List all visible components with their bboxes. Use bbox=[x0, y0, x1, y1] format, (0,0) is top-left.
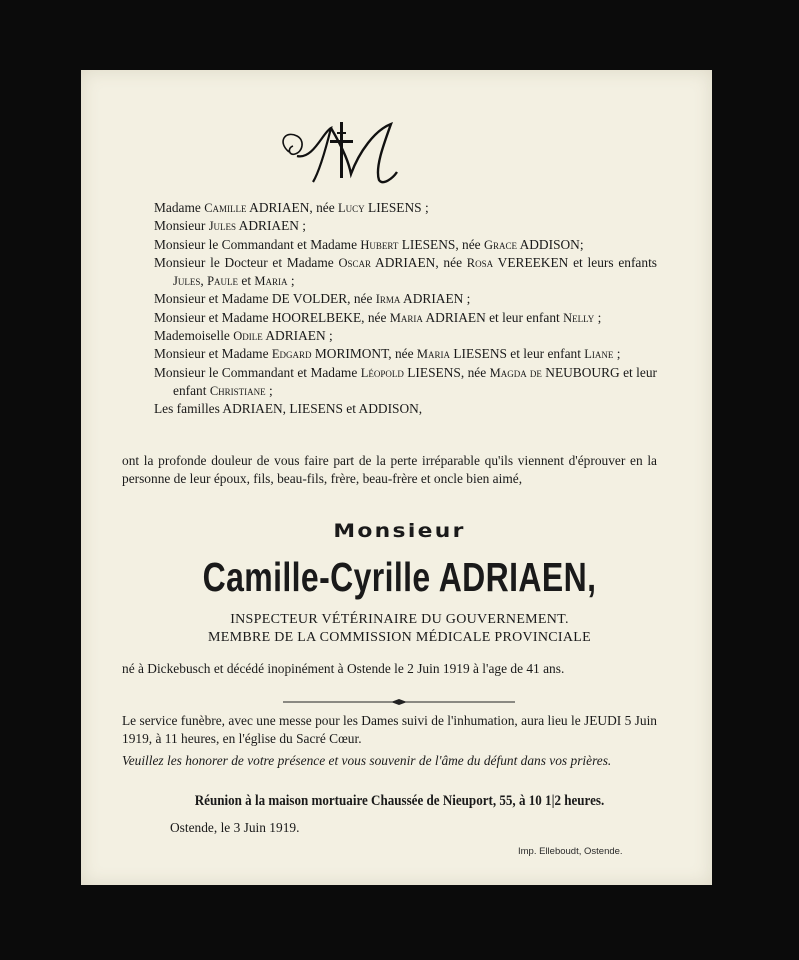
family-line: Monsieur et Madame HOORELBEKE, née Maria ADRIAEN et leur enfant Nelly ; bbox=[154, 309, 602, 325]
family-line: Mademoiselle Odile ADRIAEN ; bbox=[154, 328, 333, 344]
prayer-text: Veuillez les honorer de votre présence et vous souvenir de l'âme du défunt dans vos prières. bbox=[122, 753, 612, 768]
family-line: Monsieur et Madame Edgard MORIMONT, née Maria LIESENS et leur enfant Liane ; bbox=[154, 346, 621, 362]
family-line: Monsieur le Commandant et Madame Léopold LIESENS, née Magda de NEUBOURG et leur enfant Christiane ; bbox=[154, 364, 657, 398]
reunion-text: Réunion à la maison mortuaire Chaussée de Nieuport, 55, à 10 1|2 heures. bbox=[194, 793, 605, 809]
lead-paragraph bbox=[122, 452, 657, 489]
title-line-2: MEMBRE DE LA COMMISSION MÉDICALE PROVINCIALE bbox=[207, 630, 592, 645]
service-text: Le service funèbre, avec une messe pour les Dames suivi de l'inhumation, aura lieu le JEUDI 5 Juin 1919, à 11 heures, en l'église du Sacré Cœur. bbox=[122, 713, 657, 747]
deceased-name: Camille-Cyrille ADRIAEN, bbox=[202, 554, 597, 600]
cross-monogram-icon bbox=[275, 112, 415, 192]
title-line-1: INSPECTEUR VÉTÉRINAIRE DU GOUVERNEMENT. bbox=[230, 612, 569, 627]
family-line: Monsieur le Docteur et Madame Oscar ADRIAEN, née Rosa VEREEKEN et leurs enfants Jules, Paule et Maria ; bbox=[154, 254, 657, 289]
ornament-divider bbox=[283, 699, 515, 705]
family-line: Monsieur et Madame DE VOLDER, née Irma ADRIAEN ; bbox=[154, 291, 471, 307]
service-paragraph bbox=[122, 712, 657, 749]
deceased-titles bbox=[0, 611, 799, 647]
lead-text: ont la profonde douleur de vous faire part de la perte irréparable qu'ils viennent d'éprouver en la personne de leur époux, fils, beau-fils, frère, beau-frère et oncle bien aimé, bbox=[122, 453, 657, 487]
family-line: Monsieur le Commandant et Madame Hubert LIESENS, née Grace ADDISON; bbox=[154, 236, 584, 252]
printer-credit: Imp. Elleboudt, Ostende. bbox=[518, 846, 623, 857]
family-line: Les familles ADRIAEN, LIESENS et ADDISON, bbox=[154, 401, 423, 417]
family-line: Madame Camille ADRIAEN, née Lucy LIESENS ; bbox=[154, 200, 429, 215]
monsieur-heading: Monsieur bbox=[333, 520, 466, 542]
family-line: Monsieur Jules ADRIAEN ; bbox=[154, 218, 306, 234]
dateline: Ostende, le 3 Juin 1919. bbox=[170, 820, 300, 835]
family-list bbox=[154, 199, 657, 419]
birth-death-text: né à Dickebusch et décédé inopinément à Ostende le 2 Juin 1919 à l'age de 41 ans. bbox=[122, 661, 565, 676]
